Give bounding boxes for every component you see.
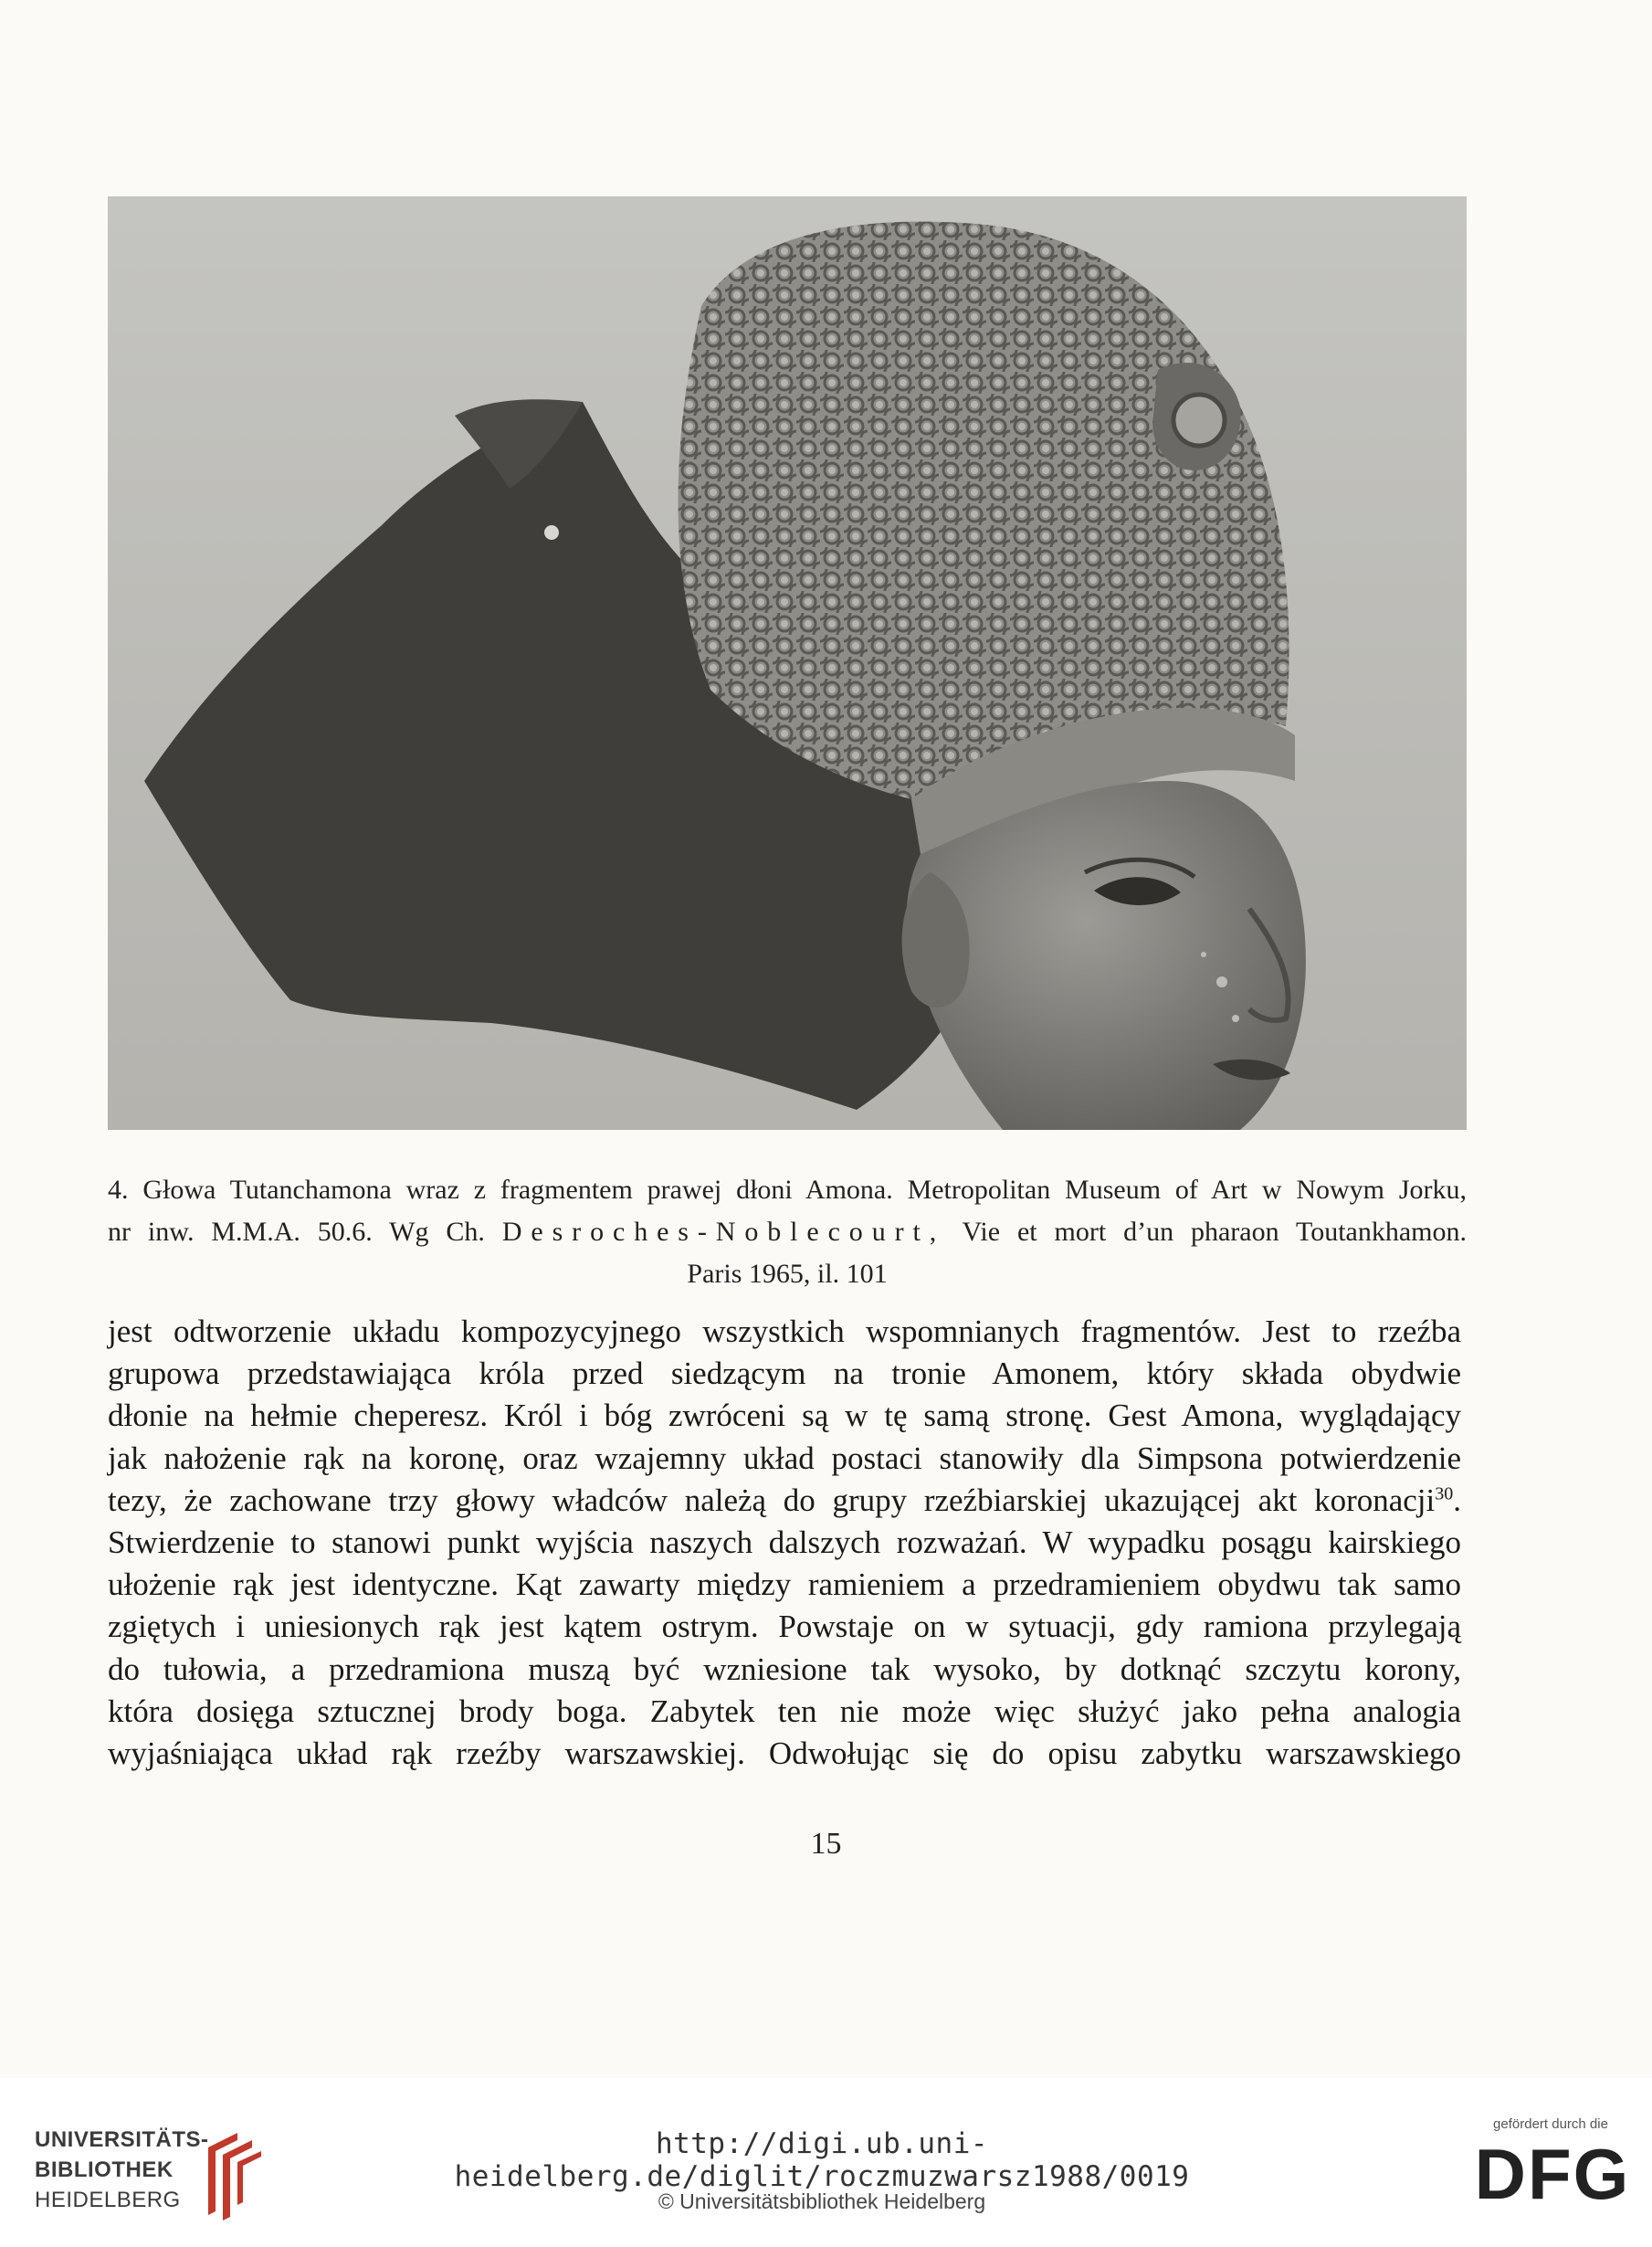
copyright-notice: © Universitätsbibliothek Heidelberg — [658, 2189, 986, 2213]
caption-line-1: 4. Głowa Tutanchamona wraz z fragmentem prawej dłoni Amona. Metropolitan Museum of Art w Nowym Jorku, — [108, 1175, 1467, 1205]
library-emblem-icon — [201, 2129, 265, 2221]
body-paragraph — [108, 1311, 1461, 1775]
permalink-url[interactable]: http://digi.ub.uni-heidelberg.de/diglit/roczmuzwarsz1988/0019 — [454, 2127, 1190, 2193]
text-line: wyjaśniająca układ rąk rzeźby warszawskiej. Odwołując się do opisu zabytku warszawskiego — [108, 1735, 1461, 1772]
text-segment: tezy, że zachowane trzy głowy władców należą do grupy rzeźbiarskiej ukazującej akt koronacji — [108, 1482, 1436, 1518]
caption-text: nr inw. M.M.A. 50.6. Wg Ch. — [108, 1217, 485, 1247]
sentence-end: . — [1453, 1482, 1461, 1518]
library-name-line-1: UNIVERSITÄTS- — [35, 2127, 209, 2152]
text-line: do tułowia, a przedramiona muszą być wzniesione tak wysoko, by dotknąć szczytu korony, — [108, 1651, 1461, 1687]
text-line: zgiętych i uniesionych rąk jest kątem ostrym. Powstaje on w sytuacji, gdy ramiona przylegają — [108, 1609, 1461, 1645]
dfg-logo-text: DFG — [1474, 2138, 1631, 2211]
library-name-line-3: HEIDELBERG — [35, 2188, 181, 2212]
figure-caption — [108, 1169, 1467, 1295]
text-line-with-footnote — [108, 1480, 1461, 1522]
text-line: dłonie na hełmie cheperesz. Król i bóg zwróceni są w tę samą stronę. Gest Amona, wyglądający — [108, 1398, 1461, 1434]
text-line: jest odtworzenie układu kompozycyjnego wszystkich wspomnianych fragmentów. Jest to rzeźba — [108, 1313, 1461, 1349]
text-line: ułożenie rąk jest identyczne. Kąt zawarty między ramieniem a przedramieniem obydwu tak samo — [108, 1567, 1461, 1603]
library-name-line-2: BIBLIOTHEK — [35, 2157, 174, 2182]
funding-label: gefördert durch die — [1493, 2116, 1608, 2132]
text-line: jak nałożenie rąk na koronę, oraz wzajemny układ postaci stanowiły dla Simpsona potwierdzenie — [108, 1440, 1461, 1476]
page-number: 15 — [810, 1827, 842, 1861]
caption-line-2 — [108, 1211, 1467, 1253]
text-line: Stwierdzenie to stanowi punkt wyjścia naszych dalszych rozważań. W wypadku posągu kairskiego — [108, 1524, 1461, 1561]
university-library-logo[interactable] — [35, 2127, 272, 2228]
sculpture-photograph — [108, 196, 1467, 1130]
footnote-reference: 30 — [1435, 1483, 1454, 1504]
digitization-footer — [0, 2078, 1652, 2247]
tutankhamun-head-image — [108, 196, 1467, 1130]
text-line: grupowa przedstawiająca króla przed siedzącym na tronie Amonem, który składa obydwie — [108, 1356, 1461, 1392]
dfg-logo-icon[interactable] — [1472, 2138, 1633, 2211]
caption-title: Vie et mort d’un pharaon Toutankhamon. — [962, 1217, 1467, 1247]
text-line: która dosięga sztucznej brody boga. Zabytek ten nie może więc służyć jako pełna analogia — [108, 1693, 1461, 1729]
caption-line-3: Paris 1965, il. 101 — [687, 1259, 888, 1289]
caption-author: Desroches-Noblecourt, — [501, 1217, 946, 1247]
